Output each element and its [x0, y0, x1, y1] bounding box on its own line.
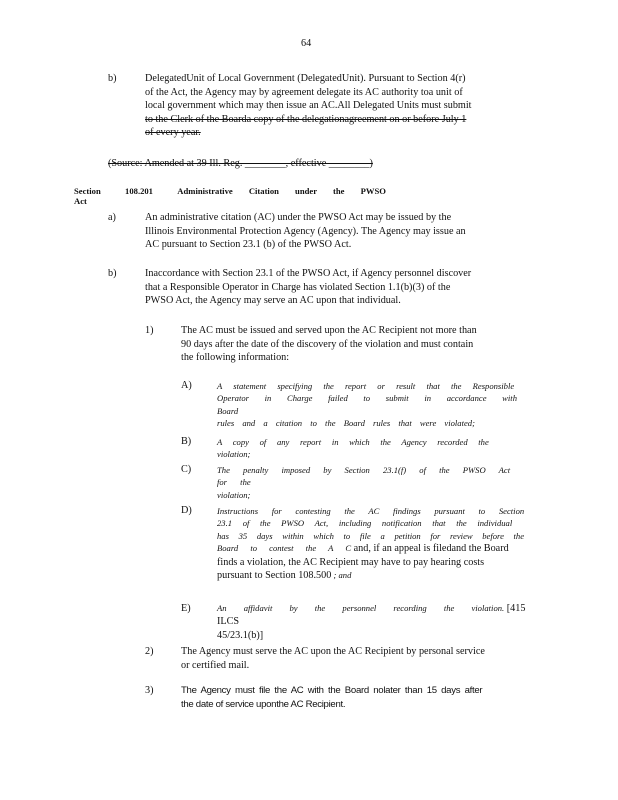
text-line: the following information: [181, 352, 290, 364]
text-line: has 35 days within which to file a petition for review before the [217, 530, 525, 541]
subsection-b-text [145, 267, 530, 308]
item-B-text [217, 436, 527, 461]
item-A-label: A) [181, 380, 192, 391]
text-line: A copy of any report in which the Agency recorded the violation; [217, 437, 489, 460]
subsection-a-text [145, 211, 523, 252]
italic-segment: Board to contest the A C [217, 543, 352, 554]
text-line: 90 days after the date of the discovery of the violation and must contain [181, 338, 474, 350]
text-line: of the Act, the Agency may by agreement delegate its AC authority toa unit of [145, 86, 463, 98]
text-line: rules and a citation to the Board rules that were violated; [217, 418, 475, 429]
item-3-label: 3) [145, 685, 154, 696]
subsection-b-top-label: b) [108, 73, 117, 84]
roman-segment: and, if an appeal is filedand the Board [351, 543, 509, 555]
item-2-label: 2) [145, 646, 154, 657]
text-line [217, 602, 537, 629]
section-title: Administrative Citation under the PWSO Act [74, 186, 386, 206]
text-line: The Agency must file the AC with the Board nolater than 15 days after [181, 685, 483, 696]
item-B-label: B) [181, 436, 192, 447]
item-D-text [217, 505, 537, 582]
item-E-text [217, 602, 537, 642]
item-2-text [181, 645, 539, 672]
text-line: local government which may then issue an AC.All Delegated Units must submit [145, 100, 472, 112]
text-line: The penalty imposed by Section 23.1(f) of the PWSO Act for the [217, 465, 511, 488]
page-number: 64 [301, 38, 312, 49]
text-line: The AC must be issued and served upon the AC Recipient not more than [181, 325, 477, 336]
text-line [217, 542, 537, 555]
text-line: A statement specifying the report or result that the Responsible [217, 381, 515, 391]
struck-text-line: of every year. [145, 127, 201, 139]
item-1-label: 1) [145, 325, 154, 336]
roman-segment: [415 ILCS [217, 603, 526, 628]
text-line: The Agency must serve the AC upon the AC Recipient by personal service [181, 646, 485, 657]
text-line: or certified mail. [181, 659, 250, 671]
text-line: Instructions for contesting the AC findings pursuant to Section [217, 506, 525, 516]
text-line: Illinois Environmental Protection Agency (Agency). The Agency may issue an [145, 225, 466, 237]
text-line: that a Responsible Operator in Charge has violated Section 1.1(b)(3) of the [145, 281, 451, 293]
section-heading [74, 186, 394, 206]
text-line: DelegatedUnit of Local Government (DelegatedUnit). Pursuant to Section 4(r) [145, 73, 466, 84]
text-line: PWSO Act, the Agency may serve an AC upon that individual. [145, 295, 401, 307]
italic-segment: An affidavit by the personnel recording the violation. [217, 603, 505, 613]
item-E-label: E) [181, 603, 191, 614]
roman-segment: pursuant to Section 108.500 [217, 570, 332, 582]
item-A-text [217, 380, 517, 430]
text-line: Inaccordance with Section 23.1 of the PWSO Act, if Agency personnel discover [145, 268, 472, 279]
text-line: An administrative citation (AC) under the PWSO Act may be issued by the [145, 212, 452, 223]
text-line: 23.1 of the PWSO Act, including notification that the individual [217, 518, 513, 529]
text-line [217, 569, 537, 582]
item-C-text [217, 464, 527, 501]
text-line: 45/23.1(b)] [217, 629, 264, 641]
text-line: Operator in Charge failed to submit in accordance with Board [217, 393, 517, 416]
item-3-text [181, 684, 546, 711]
subsection-b-label: b) [108, 268, 117, 279]
item-1-text [181, 324, 531, 365]
text-line: violation; [217, 489, 251, 500]
text-line: AC pursuant to Section 23.1 (b) of the PWSO Act. [145, 239, 352, 251]
section-number: 108.201 [125, 186, 153, 196]
subsection-a-label: a) [108, 212, 116, 223]
item-D-label: D) [181, 505, 192, 516]
subsection-b-top-text [145, 72, 530, 140]
section-word: Section [74, 186, 101, 196]
text-line: finds a violation, the AC Recipient may have to pay hearing costs [217, 556, 485, 568]
struck-text-line: to the Clerk of the Boarda copy of the delegationagreement on or before July 1 [145, 113, 467, 125]
text-line: the date of service uponthe AC Recipient. [181, 698, 346, 710]
italic-segment: ; and [331, 570, 352, 581]
source-note: (Source: Amended at 39 Ill. Reg. ________, effective ________) [108, 158, 373, 169]
item-C-label: C) [181, 464, 192, 475]
